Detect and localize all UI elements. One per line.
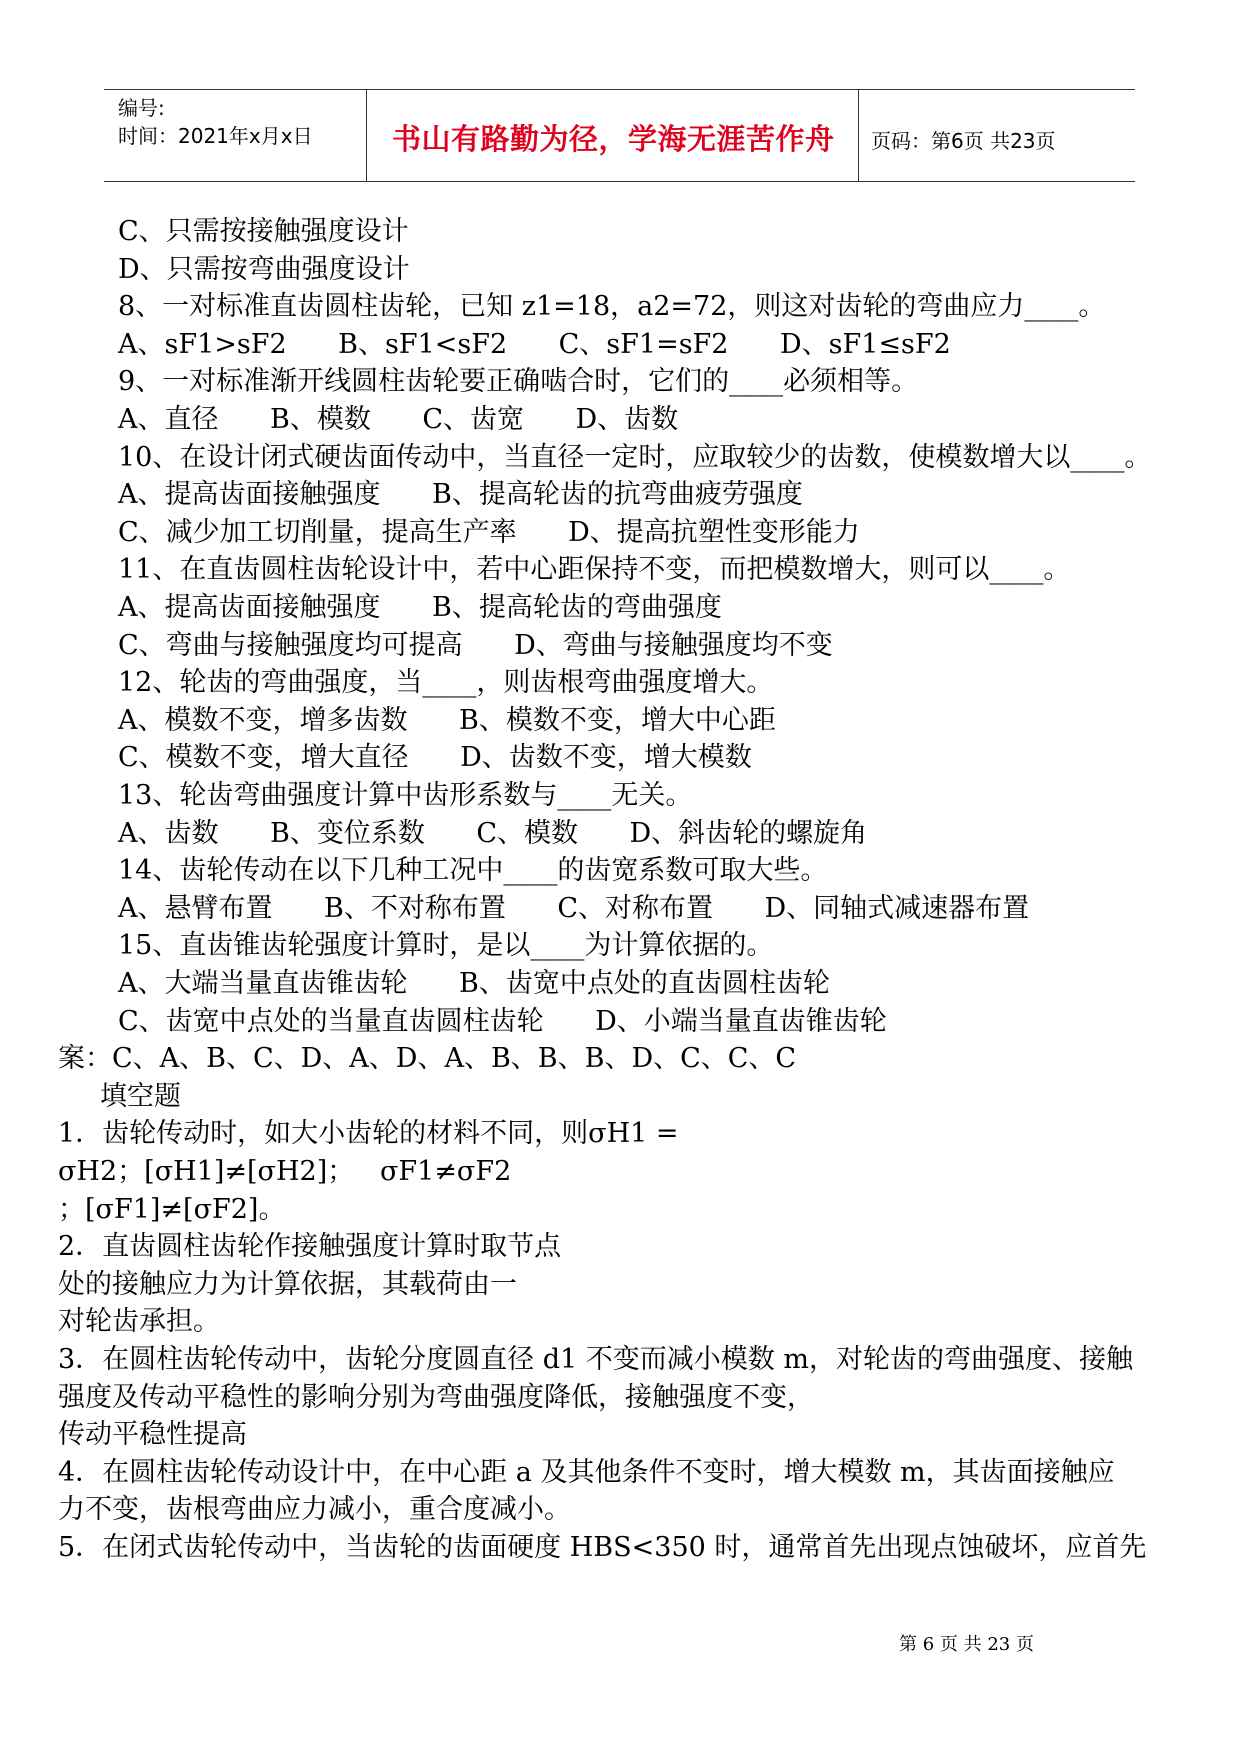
question-line: 8、一对标准直齿圆柱齿轮，已知 z1=18，a2=72，则这对齿轮的弯曲应力____。 <box>118 291 1106 322</box>
options-line: A、直径 B、模数 C、齿宽 D、齿数 <box>118 404 679 435</box>
options-line: A、模数不变，增多齿数 B、模数不变，增大中心距 <box>118 705 776 736</box>
question-line: 15、直齿锥齿轮强度计算时，是以____为计算依据的。 <box>118 930 774 961</box>
header-divider-left <box>366 89 367 181</box>
text-line: ；[σF1]≠[σF2]。 <box>58 1194 286 1225</box>
options-line: A、悬臂布置 B、不对称布置 C、对称布置 D、同轴式减速器布置 <box>118 893 1030 924</box>
text-line: 对轮齿承担。 <box>58 1306 220 1337</box>
text-line: 力不变，齿根弯曲应力减小，重合度减小。 <box>58 1494 571 1525</box>
text-line: 2．直齿圆柱齿轮作接触强度计算时取节点 <box>58 1231 562 1262</box>
options-line: A、齿数 B、变位系数 C、模数 D、斜齿轮的螺旋角 <box>118 818 868 849</box>
header-bottom-rule <box>104 181 1135 182</box>
options-line: C、弯曲与接触强度均可提高 D、弯曲与接触强度均不变 <box>118 630 833 661</box>
text-line: 3．在圆柱齿轮传动中，齿轮分度圆直径 d1 不变而减小模数 m，对轮齿的弯曲强度、接触 <box>58 1344 1133 1375</box>
text-line: σH2；[σH1]≠[σH2]； σF1≠σF2 <box>58 1156 512 1187</box>
text-line: D、只需按弯曲强度设计 <box>118 254 410 285</box>
options-line: C、减少加工切削量，提高生产率 D、提高抗塑性变形能力 <box>118 517 860 548</box>
options-line: A、提高齿面接触强度 B、提高轮齿的抗弯曲疲劳强度 <box>118 479 803 510</box>
page-number-label: 页码：第6页 共23页 <box>871 129 1056 153</box>
serial-label: 编号: <box>118 96 165 120</box>
text-line: 处的接触应力为计算依据，其载荷由一 <box>58 1269 517 1300</box>
text-line: 强度及传动平稳性的影响分别为弯曲强度降低，接触强度不变， <box>58 1382 814 1413</box>
date-label: 时间：2021年x月x日 <box>118 124 313 148</box>
options-line: A、大端当量直齿锥齿轮 B、齿宽中点处的直齿圆柱齿轮 <box>118 968 830 999</box>
section-heading: 填空题 <box>100 1081 181 1112</box>
options-line: A、提高齿面接触强度 B、提高轮齿的弯曲强度 <box>118 592 722 623</box>
header-top-rule <box>104 89 1135 90</box>
options-line: C、齿宽中点处的当量直齿圆柱齿轮 D、小端当量直齿锥齿轮 <box>118 1006 887 1037</box>
header-motto: 书山有路勤为径，学海无涯苦作舟 <box>392 122 835 156</box>
options-line: C、模数不变，增大直径 D、齿数不变，增大模数 <box>118 742 752 773</box>
question-line: 12、轮齿的弯曲强度，当____，则齿根弯曲强度增大。 <box>118 667 774 698</box>
options-line: A、sF1>sF2 B、sF1<sF2 C、sF1=sF2 D、sF1≤sF2 <box>118 329 951 360</box>
question-line: 11、在直齿圆柱齿轮设计中，若中心距保持不变，而把模数增大，则可以____。 <box>118 554 1071 585</box>
question-line: 9、一对标准渐开线圆柱齿轮要正确啮合时，它们的____必须相等。 <box>118 366 919 397</box>
text-line: 5．在闭式齿轮传动中，当齿轮的齿面硬度 HBS<350 时，通常首先出现点蚀破坏，应首先 <box>58 1532 1147 1563</box>
question-line: 13、轮齿弯曲强度计算中齿形系数与____无关。 <box>118 780 693 811</box>
text-line: 1．齿轮传动时，如大小齿轮的材料不同，则σH1 = <box>58 1118 679 1149</box>
page-footer: 第 6 页 共 23 页 <box>899 1634 1034 1655</box>
question-line: 14、齿轮传动在以下几种工况中____的齿宽系数可取大些。 <box>118 855 828 886</box>
text-line: 传动平稳性提高 <box>58 1419 247 1450</box>
answer-key: 案：C、A、B、C、D、A、D、A、B、B、B、D、C、C、C <box>58 1043 797 1074</box>
text-line: C、只需按接触强度设计 <box>118 216 409 247</box>
text-line: 4．在圆柱齿轮传动设计中，在中心距 a 及其他条件不变时，增大模数 m，其齿面接触应 <box>58 1457 1115 1488</box>
header-divider-right <box>858 89 859 181</box>
question-line: 10、在设计闭式硬齿面传动中，当直径一定时，应取较少的齿数，使模数增大以____。 <box>118 442 1152 473</box>
